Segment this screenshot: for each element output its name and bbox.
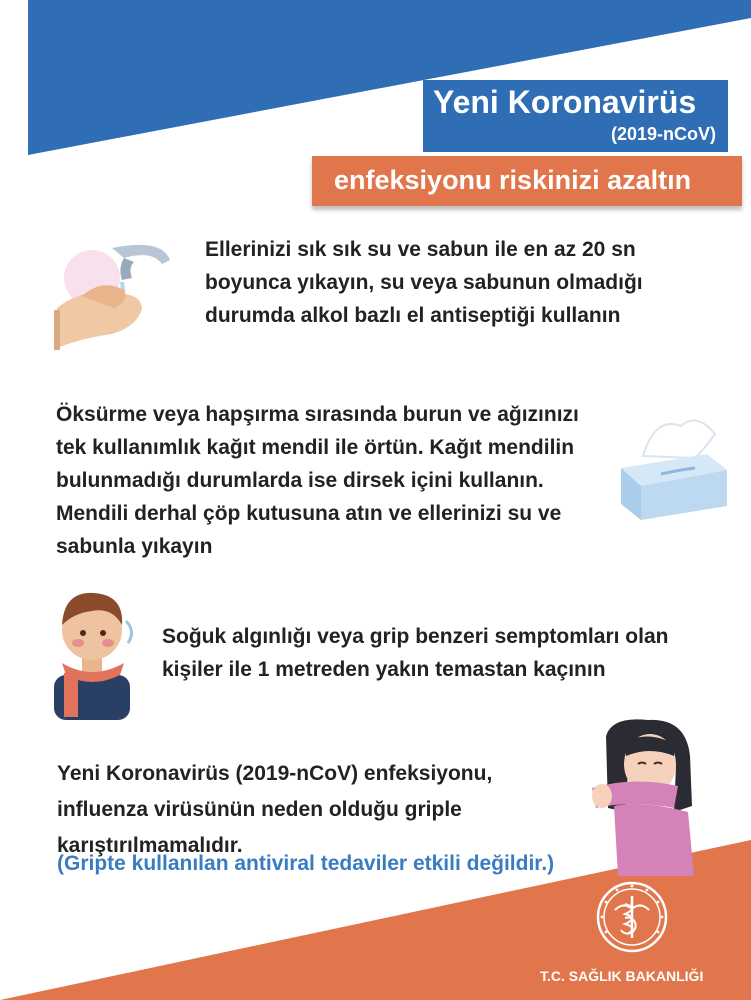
tip-line: bulunmadığı durumlarda ise dirsek içini kullanın. bbox=[56, 469, 544, 492]
tip-line: influenza virüsünün neden olduğu griple bbox=[57, 798, 462, 821]
antiviral-note: (Gripte kullanılan antiviral tedaviler etkili değildir.) bbox=[57, 852, 555, 875]
tip-line: Öksürme veya hapşırma sırasında burun ve ağızınızı bbox=[56, 403, 579, 426]
tip-hand-washing bbox=[205, 233, 643, 332]
tip-line: Yeni Koronavirüs (2019-nCoV) enfeksiyonu, bbox=[57, 762, 493, 785]
sneezing-person-icon bbox=[592, 716, 704, 876]
tip-line: durumda alkol bazlı el antiseptiği kullanın bbox=[205, 304, 621, 327]
tip-line: karıştırılmamalıdır. bbox=[57, 834, 243, 857]
tip-line: Mendili derhal çöp kutusuna atın ve ellerinizi su ve bbox=[56, 502, 562, 525]
tip-line: tek kullanımlık kağıt mendil ile örtün. Kağıt mendilin bbox=[56, 436, 575, 459]
tip-line: boyunca yıkayın, su veya sabunun olmadığı bbox=[205, 271, 643, 294]
tip-line: Ellerinizi sık sık su ve sabun ile en az 20 sn bbox=[205, 238, 636, 261]
sick-person-icon bbox=[48, 585, 138, 720]
page-title: Yeni Koronavirüs bbox=[433, 84, 697, 120]
tip-not-flu bbox=[57, 756, 492, 864]
ministry-emblem-icon bbox=[595, 880, 669, 954]
banner bbox=[312, 156, 742, 206]
page-subtitle: (2019-nCoV) bbox=[610, 124, 716, 144]
tip-avoid-contact bbox=[162, 620, 668, 686]
tip-line: Soğuk algınlığı veya grip benzeri semptomları olan bbox=[162, 625, 669, 648]
banner-text: enfeksiyonu riskinizi azaltın bbox=[334, 165, 692, 195]
ministry-name: T.C. SAĞLIK BAKANLIĞI bbox=[540, 968, 704, 984]
tissue-box-icon bbox=[615, 412, 733, 524]
tip-line: kişiler ile 1 metreden yakın temastan kaçının bbox=[162, 658, 606, 681]
title-box bbox=[423, 80, 728, 152]
hand-washing-icon bbox=[52, 238, 182, 356]
tip-cover-cough bbox=[56, 398, 579, 563]
tip-line: sabunla yıkayın bbox=[56, 535, 213, 558]
